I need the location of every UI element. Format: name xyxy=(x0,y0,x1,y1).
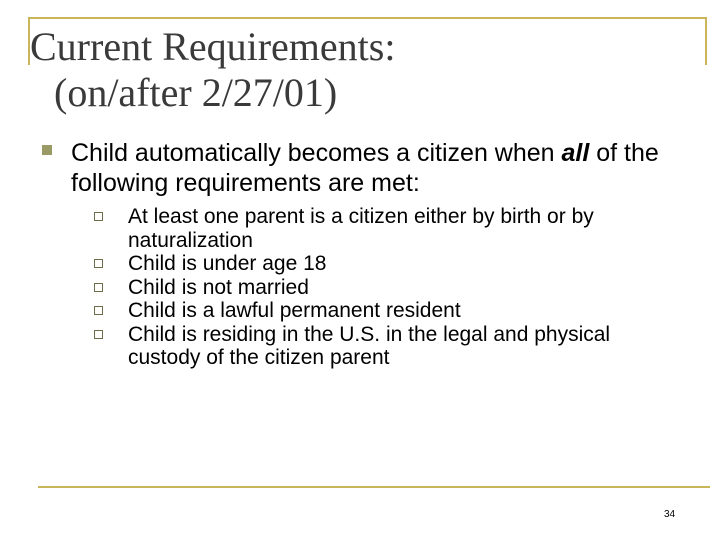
filled-square-bullet-icon xyxy=(42,145,52,155)
requirement-text: Child is a lawful permanent resident xyxy=(128,299,461,322)
requirement-text: Child is residing in the U.S. in the legal and physical custody of the citizen parent xyxy=(128,322,611,369)
requirement-text: Child is under age 18 xyxy=(128,252,327,275)
hollow-square-bullet-icon xyxy=(94,330,103,339)
hollow-square-bullet-icon xyxy=(94,259,103,268)
requirement-item xyxy=(94,299,684,323)
page-number: 34 xyxy=(664,509,676,520)
right-border-line xyxy=(705,17,707,65)
hollow-square-bullet-icon xyxy=(94,212,103,221)
requirement-text: At least one parent is a citizen either by birth or by naturalization xyxy=(128,205,594,252)
requirement-item xyxy=(94,252,684,276)
slide-title xyxy=(30,24,395,116)
main-bullet-text-before: Child automatically becomes a citizen when xyxy=(71,139,562,167)
title-line-1: Current Requirements: xyxy=(30,24,396,69)
main-bullet xyxy=(42,138,662,198)
main-bullet-emphasis: all xyxy=(561,139,590,167)
requirement-item xyxy=(94,276,684,300)
requirement-text: Child is not married xyxy=(128,275,309,299)
requirement-item xyxy=(94,205,684,252)
top-border-line xyxy=(28,17,707,19)
hollow-square-bullet-icon xyxy=(94,283,103,292)
main-bullet-text-after: of the following requirements are met: xyxy=(71,139,659,197)
hollow-square-bullet-icon xyxy=(94,306,103,315)
title-line-2: (on/after 2/27/01) xyxy=(54,70,338,115)
main-bullet-text xyxy=(71,138,662,198)
bottom-divider-line xyxy=(38,486,710,488)
requirement-item xyxy=(94,323,684,370)
requirements-list xyxy=(94,205,684,370)
